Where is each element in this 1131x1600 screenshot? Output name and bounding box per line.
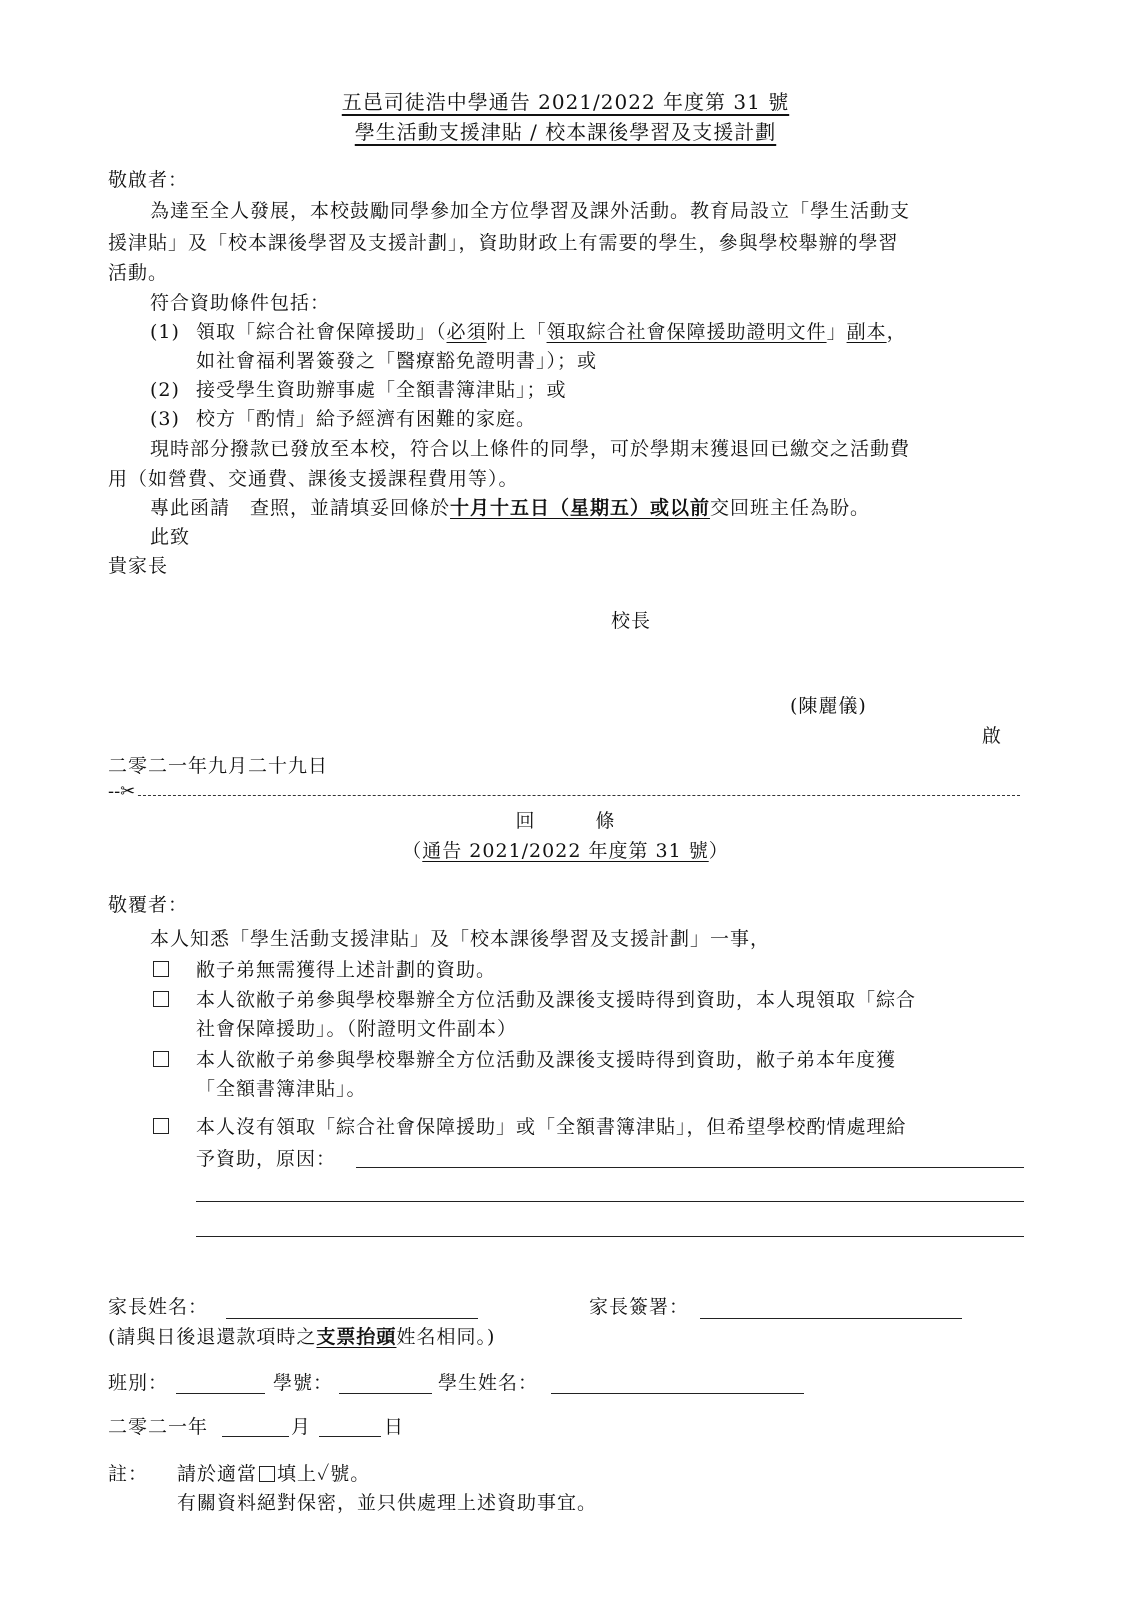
scissors-icon: ✂ xyxy=(120,781,136,802)
option-2-line-2: 社會保障援助」。（附證明文件副本） xyxy=(196,1018,518,1040)
checkbox-icon xyxy=(259,1466,275,1482)
reason-field-line-1[interactable] xyxy=(356,1167,1024,1168)
item-2-number: (2) xyxy=(150,379,180,401)
note-1-text-c: 號。 xyxy=(330,1463,371,1485)
parent-name-field[interactable] xyxy=(226,1318,478,1319)
item-1-line-1 xyxy=(196,323,907,342)
option-3-line-2: 「全額書簿津貼」。 xyxy=(196,1078,367,1100)
notice-subtitle: 學生活動支援津貼 / 校本課後學習及支援計劃 xyxy=(354,120,777,144)
reply-date-day-field[interactable] xyxy=(319,1436,381,1437)
letter-date: 二零二一年九月二十九日 xyxy=(108,755,329,777)
paragraph-1-line-3: 活動。 xyxy=(108,262,169,284)
item-3-text: 校方「酌情」給予經濟有困難的家庭。 xyxy=(196,408,537,430)
item-1-text: 領取「綜合社會保障援助」（ xyxy=(196,321,447,343)
eligibility-intro: 符合資助條件包括： xyxy=(150,292,331,314)
closing-addressee: 貴家長 xyxy=(108,555,169,577)
parent-name-label: 家長姓名： xyxy=(108,1296,209,1318)
note-1 xyxy=(177,1465,370,1484)
sign-off: 啟 xyxy=(982,725,1003,747)
item-1-line-2: 如社會福利署簽發之「醫療豁免證明書」）；或 xyxy=(196,350,598,372)
item-1-copy: 副本 xyxy=(846,321,887,343)
salutation: 敬啟者： xyxy=(108,169,189,191)
cut-line-start xyxy=(108,781,137,802)
option-2-line-1: 本人欲敝子弟參與學校舉辦全方位活動及課後支援時得到資助，本人現領取「綜合 xyxy=(196,989,917,1011)
option-1-checkbox[interactable] xyxy=(153,961,169,977)
return-deadline: 十月十五日（星期五）或以前 xyxy=(450,497,711,519)
paragraph-3 xyxy=(150,499,870,518)
reply-subtitle-close: ） xyxy=(708,840,729,862)
student-number-field[interactable] xyxy=(339,1393,432,1394)
notice-title: 五邑司徒浩中學通告 2021/2022 年度第 31 號 xyxy=(341,90,790,114)
tick-icon: ✓ xyxy=(317,1463,331,1485)
option-4-line-2: 予資助，原因： xyxy=(196,1148,337,1170)
item-3-number: (3) xyxy=(150,408,180,430)
option-3-checkbox[interactable] xyxy=(153,1051,169,1067)
student-number-label: 學號： xyxy=(273,1372,334,1394)
item-1-number: (1) xyxy=(150,321,180,343)
reply-date-year: 二零二一年 xyxy=(108,1416,209,1438)
class-field[interactable] xyxy=(176,1393,265,1394)
student-name-field[interactable] xyxy=(551,1393,804,1394)
option-3-line-1: 本人欲敝子弟參與學校舉辦全方位活動及課後支援時得到資助，敝子弟本年度獲 xyxy=(196,1049,897,1071)
note-label: 註： xyxy=(108,1463,149,1485)
cut-line xyxy=(108,795,1020,796)
note-2: 有關資料絕對保密，並只供處理上述資助事宜。 xyxy=(177,1492,598,1514)
option-2-checkbox[interactable] xyxy=(153,991,169,1007)
reason-field-line-2[interactable] xyxy=(196,1201,1024,1202)
note-1-text-b: 填上 xyxy=(277,1463,318,1485)
item-1-must: 必須 xyxy=(446,321,487,343)
item-1-text-d: ， xyxy=(886,321,907,343)
item-1-text-c: 」 xyxy=(826,321,847,343)
reply-notice-ref: 通告 2021/2022 年度第 31 號 xyxy=(422,840,709,862)
paragraph-1-line-1: 為達至全人發展，本校鼓勵同學參加全方位學習及課外活動。教育局設立「學生活動支 xyxy=(150,200,911,222)
reply-subtitle-open: （ xyxy=(402,840,423,862)
cheque-note-text: (請與日後退還款項時之 xyxy=(108,1326,317,1348)
option-4-checkbox[interactable] xyxy=(153,1118,169,1134)
class-label: 班別： xyxy=(108,1372,169,1394)
item-1-proof-doc: 領取綜合社會保障援助證明文件 xyxy=(546,321,827,343)
option-4-line-1: 本人沒有領取「綜合社會保障援助」或「全額書簿津貼」，但希望學校酌情處理給 xyxy=(196,1116,907,1138)
option-1-text: 敝子弟無需獲得上述計劃的資助。 xyxy=(196,959,497,981)
cheque-note xyxy=(108,1328,495,1347)
student-name-label: 學生姓名： xyxy=(438,1372,539,1394)
paragraph-3-text: 專此函請 查照，並請填妥回條於 xyxy=(150,497,451,519)
cheque-payee: 支票抬頭 xyxy=(316,1326,397,1348)
paragraph-1-line-2: 援津貼」及「校本課後學習及支援計劃」，資助財政上有需要的學生，參與學校舉辦的學習 xyxy=(108,232,899,254)
closing-this: 此致 xyxy=(150,526,191,548)
reply-subtitle xyxy=(0,842,1131,861)
reply-title: 回 條 xyxy=(515,810,616,832)
reply-salutation: 敬覆者： xyxy=(108,894,189,916)
paragraph-3-text-b: 交回班主任為盼。 xyxy=(710,497,871,519)
cheque-note-text-b: 姓名相同。) xyxy=(396,1326,496,1348)
cut-line-prefix: -- xyxy=(108,781,121,802)
note-1-text: 請於適當 xyxy=(177,1463,258,1485)
principal-title: 校長 xyxy=(611,610,652,632)
parent-signature-field[interactable] xyxy=(700,1318,962,1319)
paragraph-2-line-1: 現時部分撥款已發放至本校，符合以上條件的同學，可於學期末獲退回已繳交之活動費 xyxy=(150,438,911,460)
reply-date-month: 月 xyxy=(291,1416,312,1438)
paragraph-2-line-2: 用（如營費、交通費、課後支援課程費用等）。 xyxy=(108,468,519,490)
item-1-text-b: 附上「 xyxy=(486,321,547,343)
reply-date-day: 日 xyxy=(384,1416,405,1438)
parent-signature-label: 家長簽署： xyxy=(589,1296,690,1318)
reply-intro: 本人知悉「學生活動支援津貼」及「校本課後學習及支援計劃」一事， xyxy=(150,928,771,950)
reason-field-line-3[interactable] xyxy=(196,1236,1024,1237)
item-2-text: 接受學生資助辦事處「全額書簿津貼」；或 xyxy=(196,379,567,401)
principal-name: (陳麗儀) xyxy=(790,695,867,717)
reply-date-month-field[interactable] xyxy=(222,1436,289,1437)
